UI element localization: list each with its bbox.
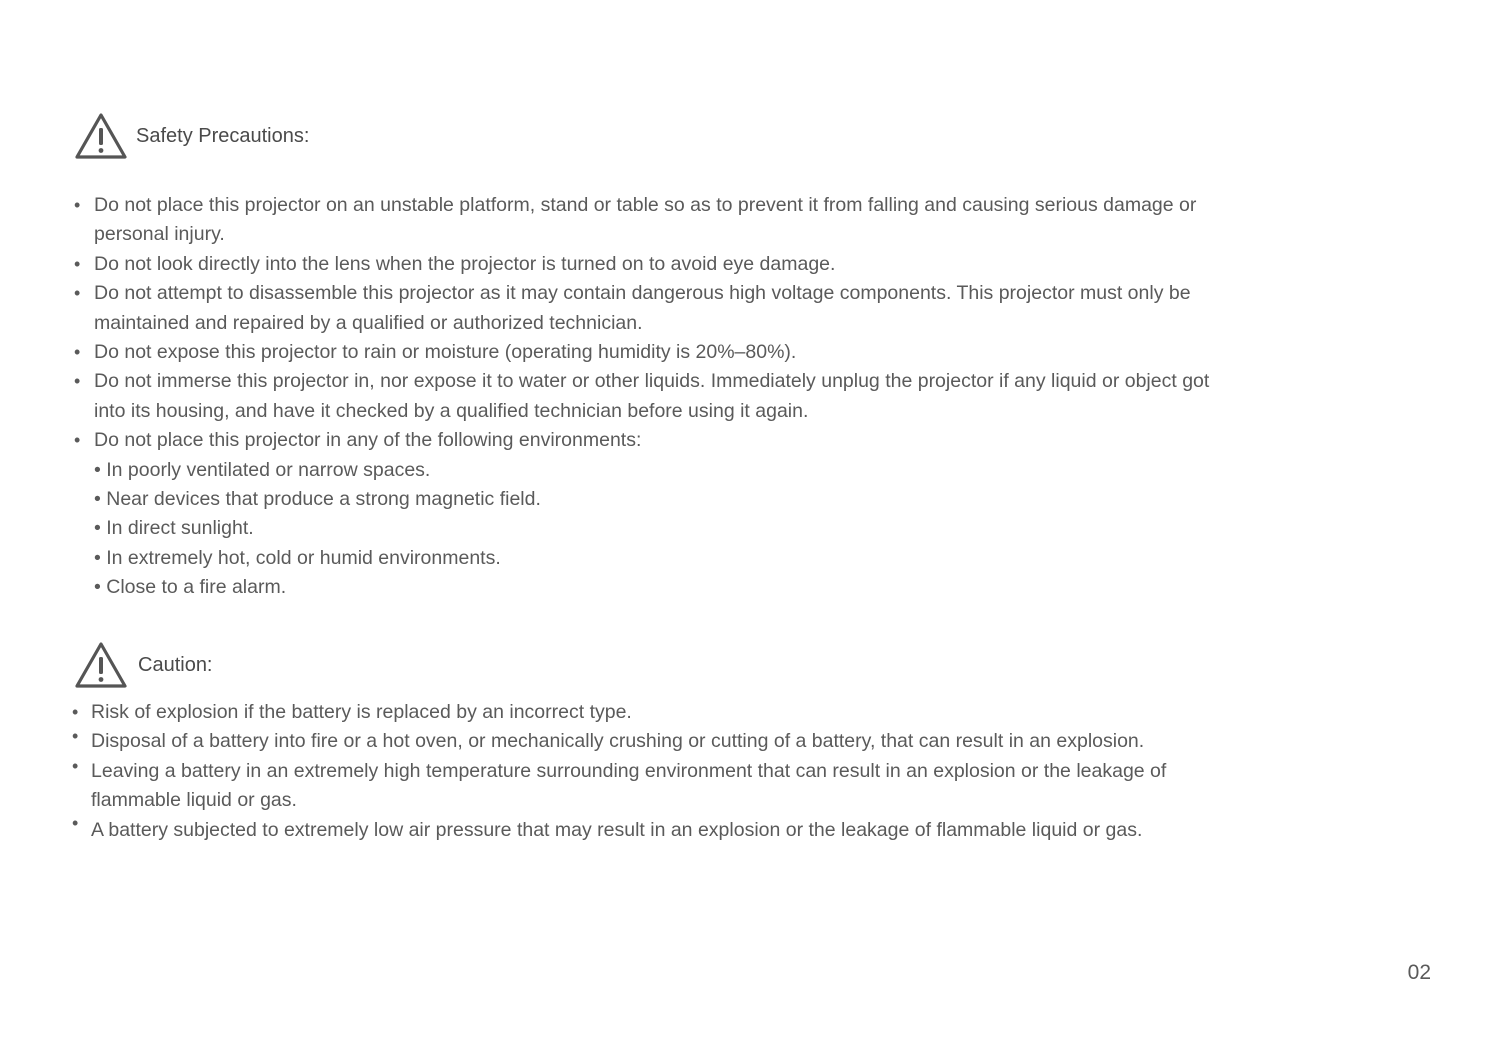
- bullet: •: [72, 726, 79, 747]
- list-item: [72, 755, 1167, 816]
- environment-item: • In direct sunlight.: [94, 517, 254, 540]
- list-item-line: Do not expose this projector to rain or moisture (operating humidity is 20%–80%).: [94, 341, 797, 364]
- list-item: [72, 726, 1166, 756]
- environment-item: • Close to a fire alarm.: [94, 576, 287, 599]
- safety-precautions-list: [74, 191, 1210, 603]
- list-item-line: flammable liquid or gas.: [91, 789, 297, 812]
- bullet: •: [74, 371, 81, 392]
- warning-triangle-icon: [74, 112, 128, 160]
- environment-item: • In poorly ventilated or narrow spaces.: [94, 458, 431, 481]
- list-item: [74, 250, 1209, 279]
- bullet: •: [74, 195, 81, 215]
- list-item: [74, 191, 1209, 250]
- list-item: [74, 338, 1209, 367]
- list-item-line: into its housing, and have it checked by a qualified technician before using it again.: [94, 399, 809, 422]
- list-item-line: Leaving a battery in an extremely high temperature surrounding environment that can result in an explosion or the leakage of: [91, 759, 1167, 782]
- list-item: [72, 812, 1166, 845]
- caution-title: Caution:: [138, 653, 213, 676]
- list-item-line: Do not immerse this projector in, nor expose it to water or other liquids. Immediately unplug the projector if any liquid or object got: [94, 370, 1210, 393]
- caution-header: [74, 641, 213, 689]
- list-item: [72, 698, 1166, 727]
- bullet: •: [74, 430, 81, 451]
- bullet: •: [74, 283, 81, 304]
- bullet: •: [72, 755, 79, 776]
- safety-precautions-header: [74, 112, 309, 160]
- list-item-line: Do not attempt to disassemble this projector as it may contain dangerous high voltage components. This projector must only be: [94, 282, 1191, 305]
- warning-triangle-icon: [74, 641, 128, 689]
- list-item-line: Risk of explosion if the battery is replaced by an incorrect type.: [91, 701, 632, 723]
- list-item-line: maintained and repaired by a qualified or authorized technician.: [94, 311, 643, 334]
- caution-list: [72, 698, 1167, 845]
- bullet: •: [74, 342, 81, 363]
- environment-item: • In extremely hot, cold or humid environments.: [94, 546, 501, 569]
- environments-list: [94, 456, 1209, 603]
- list-item-line: Disposal of a battery into fire or a hot oven, or mechanically crushing or cutting of a battery, that can result in an explosion.: [91, 730, 1145, 753]
- list-item-line: personal injury.: [94, 223, 225, 246]
- bullet: •: [72, 702, 79, 722]
- bullet: •: [72, 812, 79, 833]
- environment-item: • Near devices that produce a strong magnetic field.: [94, 488, 541, 511]
- list-item: [74, 426, 1209, 602]
- list-item-line: Do not place this projector in any of the following environments:: [94, 429, 642, 452]
- page-number: 02: [1407, 961, 1431, 984]
- list-item-line: Do not place this projector on an unstable platform, stand or table so as to prevent it from falling and causing serious damage or: [94, 194, 1197, 216]
- safety-precautions-title: Safety Precautions:: [136, 124, 310, 147]
- bullet: •: [74, 253, 81, 274]
- list-item: [74, 279, 1209, 338]
- list-item-line: Do not look directly into the lens when the projector is turned on to avoid eye damage.: [94, 252, 836, 275]
- list-item-line: A battery subjected to extremely low air pressure that may result in an explosion or the leakage of flammable liquid or gas.: [91, 818, 1143, 841]
- list-item: [74, 367, 1210, 426]
